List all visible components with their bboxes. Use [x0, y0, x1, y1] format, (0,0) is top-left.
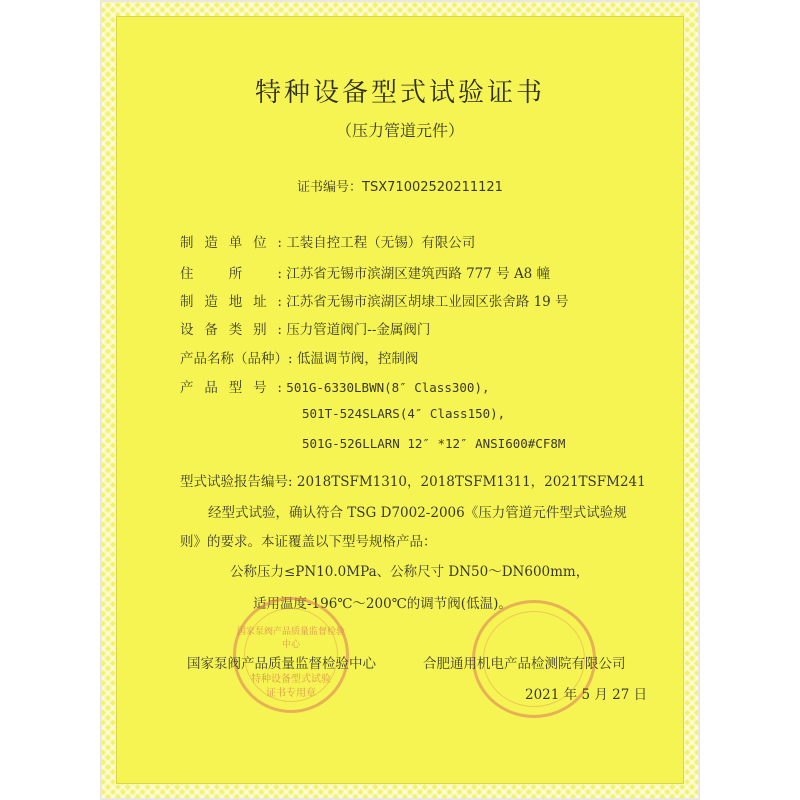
body-line-1: 经型式试验，确认符合 TSG D7002-2006《压力管道元件型式试验规: [208, 505, 627, 521]
model-value: 501T-524SLARS(4″ Class150),: [302, 406, 506, 421]
certificate-subtitle: （压力管道元件）: [335, 121, 464, 140]
model-label: 产品型号:: [180, 380, 282, 396]
certificate-number: 证书编号：TSX71002520211121: [297, 180, 503, 195]
report-row: [180, 470, 646, 490]
report-label: 型式试验报告编号:: [180, 474, 293, 490]
mfg-address-value: 江苏省无锡市滨湖区胡埭工业园区张舍路 19 号: [286, 294, 569, 310]
body-line-3: 公称压力≤PN10.0MPa、公称尺寸 DN50～DN600mm，: [230, 564, 590, 580]
mfg-address-row: [180, 290, 569, 310]
issuer-right: 合肥通用机电产品检测院有限公司: [423, 656, 626, 672]
category-row: [180, 318, 430, 338]
issuer-left: 国家泵阀产品质量监督检验中心: [187, 656, 376, 672]
category-label: 设备类别:: [180, 322, 282, 338]
address-row: [180, 262, 550, 282]
model-row: [180, 376, 490, 396]
address-value: 江苏省无锡市滨湖区建筑西路 777 号 A8 幢: [286, 266, 551, 282]
certificate-title: 特种设备型式试验证书: [254, 78, 545, 108]
model-value: 501G-526LLARN 12″ *12″ ANSI600#CF8M: [302, 436, 566, 451]
body-line-2: 则》的要求。本证覆盖以下型号规格产品：: [180, 534, 437, 550]
model-value: 501G-6330LBWN(8″ Class300),: [286, 380, 490, 395]
product-name-row: [180, 347, 418, 367]
product-name-value: 低温调节阀，控制阀: [296, 351, 419, 367]
body-line-4: 适用温度-196℃～200℃的调节阀(低温)。: [253, 596, 512, 612]
address-label: 住所:: [180, 266, 282, 282]
mfg-address-label: 制造地址:: [180, 294, 282, 310]
manufacturer-label: 制造单位:: [180, 235, 282, 251]
left-seal-bottom-text: 特种设备型式试验: [251, 674, 331, 685]
product-name-label: 产品名称（品种）:: [180, 351, 293, 367]
manufacturer-value: 工装自控工程（无锡）有限公司: [286, 235, 476, 251]
category-value: 压力管道阀门--金属阀门: [286, 322, 431, 338]
left-seal-top-text: 国家泵阀产品质量监督检验中心: [236, 627, 345, 650]
manufacturer-row: [180, 231, 475, 251]
left-seal-bottom-text-2: 证书专用章: [266, 688, 316, 699]
report-value: 2018TSFM1310，2018TSFM1311，2021TSFM241: [296, 474, 646, 490]
issue-date: 2021 年 5 月 27 日: [525, 687, 648, 703]
